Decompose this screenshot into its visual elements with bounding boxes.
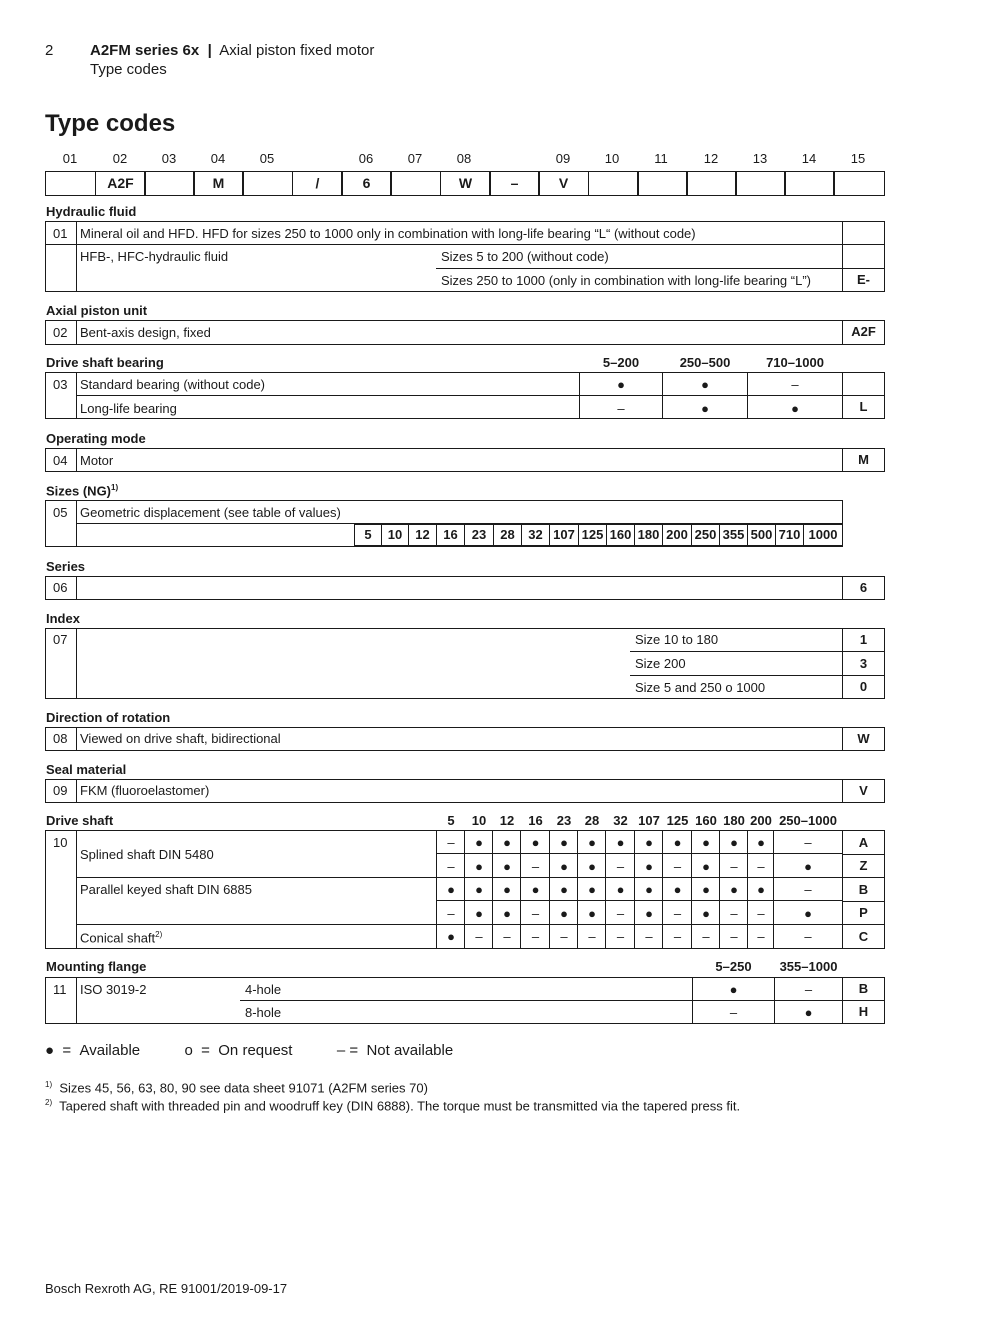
cell: – [791, 377, 799, 392]
code-position: 07 [407, 151, 423, 166]
legend-symbol: ● [45, 1042, 55, 1059]
cell: ● [804, 1005, 813, 1020]
section-seal-material: Seal material [46, 762, 127, 777]
size-value: 125 [578, 524, 607, 546]
section-number: 05 [53, 505, 68, 520]
section-number: 10 [53, 835, 68, 850]
code-box [588, 171, 639, 196]
code-E: E- [842, 268, 885, 292]
cell: – [729, 1005, 738, 1020]
cell: ● [560, 835, 568, 850]
cell: ● [475, 882, 483, 897]
size-value: 200 [662, 524, 692, 546]
cell: – [673, 859, 682, 874]
legend-text: Available [79, 1042, 141, 1059]
cell: ● [503, 835, 511, 850]
code-box [842, 221, 885, 245]
footnote-mark: 1) [45, 1080, 53, 1089]
section-sizes [46, 483, 118, 498]
bearing-col-3: 710–1000 [766, 355, 824, 370]
drive-shaft-col: 107 [638, 813, 660, 828]
drive-shaft-col: 180 [723, 813, 745, 828]
code-box [242, 171, 293, 196]
section-mounting-flange: Mounting flange [46, 959, 147, 974]
legend-eq: = [349, 1042, 359, 1059]
cell: ● [645, 859, 653, 874]
section-number: 07 [53, 632, 68, 647]
page-footer: Bosch Rexroth AG, RE 91001/2019-09-17 [45, 1281, 288, 1296]
code-A: A [842, 830, 885, 855]
cell: ● [702, 835, 710, 850]
footnote [45, 1080, 428, 1095]
code-position: 14 [801, 151, 817, 166]
section-number: 04 [53, 453, 68, 468]
cell: – [616, 859, 625, 874]
drive-shaft-col: 23 [556, 813, 572, 828]
cell: ● [804, 906, 812, 921]
bearing-row-label: Long-life bearing [80, 401, 177, 416]
index-row-text: Size 200 [635, 656, 686, 671]
code-1: 1 [842, 628, 885, 652]
sizes-text: Geometric displacement (see table of values) [80, 505, 341, 520]
cell: – [475, 929, 483, 944]
cell: ● [617, 377, 625, 392]
cell: ● [531, 882, 540, 897]
code-position: 09 [555, 151, 571, 166]
legend-symbol: – [336, 1042, 346, 1059]
code-position: 01 [62, 151, 78, 166]
cell: ● [701, 377, 709, 392]
code-box [390, 171, 441, 196]
code-box [842, 244, 885, 269]
code-box [784, 171, 835, 196]
code-box [144, 171, 195, 196]
bearing-col-1: 5–200 [602, 355, 640, 370]
cell: ● [645, 835, 653, 850]
code-position: 06 [358, 151, 374, 166]
code-position: 15 [850, 151, 866, 166]
operating-mode-row [45, 448, 843, 472]
drive-shaft-col: 10 [471, 813, 487, 828]
cell: – [673, 929, 682, 944]
drive-shaft-col: 125 [666, 813, 689, 828]
code-3: 3 [842, 651, 885, 676]
code-box [833, 171, 885, 196]
cell: ● [701, 401, 709, 416]
drive-shaft-col: 28 [584, 813, 600, 828]
code-C: C [842, 924, 885, 949]
cell: ● [645, 906, 653, 921]
size-value: 500 [747, 524, 776, 546]
cell: ● [673, 882, 682, 897]
code-B: B [842, 877, 885, 902]
legend-symbol: o [184, 1042, 193, 1059]
legend-eq: = [201, 1042, 210, 1059]
hydraulic-fluid-row2: HFB-, HFC-hydraulic fluid [80, 249, 229, 264]
cell: ● [702, 906, 710, 921]
cell: – [730, 906, 738, 921]
mounting-row-text: 8-hole [245, 1005, 282, 1020]
code-box: 6 [341, 171, 392, 196]
sizes-heading: Sizes (NG) [46, 483, 112, 499]
code-P: P [842, 901, 885, 925]
cell: ● [730, 835, 738, 850]
section-number: 01 [53, 226, 68, 241]
size-value: 355 [719, 524, 748, 546]
conical-label: Conical shaft [80, 930, 156, 946]
code-box: M [193, 171, 244, 196]
cell: ● [475, 859, 483, 874]
mounting-label: ISO 3019-2 [80, 982, 147, 997]
legend-text: Not available [366, 1042, 454, 1059]
cell: – [531, 929, 540, 944]
product-name: A2FM series 6x [90, 42, 200, 59]
section-index: Index [46, 611, 80, 626]
drive-shaft-col: 250–1000 [779, 813, 837, 828]
cell: ● [475, 835, 483, 850]
cell: ● [475, 906, 483, 921]
operating-mode-text: Motor [80, 453, 114, 468]
cell: – [702, 929, 710, 944]
cell: – [804, 929, 812, 944]
drive-shaft-col: 160 [695, 813, 717, 828]
code-position: 03 [161, 151, 177, 166]
code-M: M [842, 448, 885, 472]
cell: ● [729, 982, 738, 997]
code-position: 05 [259, 151, 275, 166]
cell: – [757, 906, 765, 921]
bearing-row-label: Standard bearing (without code) [80, 377, 266, 392]
conical-footnote-mark: 2) [155, 930, 163, 939]
cell: ● [702, 859, 710, 874]
code-position: 04 [210, 151, 226, 166]
code-box [842, 372, 885, 396]
code-position: 11 [654, 151, 668, 166]
code-W: W [842, 727, 885, 751]
drive-shaft-col: 12 [499, 813, 515, 828]
cell: – [531, 906, 540, 921]
code-V: V [842, 779, 885, 803]
section-number: 06 [53, 580, 68, 595]
cell: – [503, 929, 511, 944]
size-value: 710 [775, 524, 804, 546]
drive-shaft-label: Parallel keyed shaft DIN 6885 [80, 882, 252, 897]
cell: – [447, 859, 455, 874]
cell: ● [560, 859, 568, 874]
footnote-text: Tapered shaft with threaded pin and woodruff key (DIN 6888). The torque must be transmitted via the tapered press fit. [59, 1098, 741, 1114]
cell: – [617, 401, 625, 416]
drive-shaft-label: Splined shaft DIN 5480 [80, 847, 214, 862]
cell: – [588, 929, 596, 944]
cell: ● [616, 835, 625, 850]
footnote [45, 1098, 740, 1113]
code-H: H [842, 1000, 885, 1024]
cell: ● [503, 859, 511, 874]
cell: ● [503, 906, 511, 921]
cell: ● [560, 906, 568, 921]
section-series: Series [46, 559, 86, 574]
legend-eq: = [62, 1042, 72, 1059]
section-operating-mode: Operating mode [46, 431, 146, 446]
cell: – [757, 929, 765, 944]
size-value: 12 [408, 524, 437, 546]
size-value: 23 [464, 524, 494, 546]
header-product [90, 42, 374, 59]
code-box [637, 171, 688, 196]
drive-shaft-col: 5 [447, 813, 455, 828]
section-number: 02 [53, 325, 68, 340]
code-L: L [842, 395, 885, 419]
code-box: V [538, 171, 589, 196]
cell: – [616, 929, 625, 944]
page-number: 2 [45, 42, 54, 59]
cell: ● [503, 882, 511, 897]
cell: – [804, 982, 813, 997]
cell: ● [560, 882, 568, 897]
page-title: Type codes [45, 110, 176, 137]
mounting-row-text: 4-hole [245, 982, 282, 997]
drive-shaft-col: 200 [750, 813, 772, 828]
axial-unit-text: Bent-axis design, fixed [80, 325, 211, 340]
cell: ● [447, 882, 455, 897]
section-hydraulic-fluid: Hydraulic fluid [46, 204, 137, 219]
cell: ● [645, 882, 653, 897]
cell: ● [757, 835, 765, 850]
code-box [735, 171, 786, 196]
bearing-col-2: 250–500 [679, 355, 731, 370]
code-box: – [489, 171, 540, 196]
cell: – [616, 906, 625, 921]
section-number: 11 [53, 982, 67, 997]
cell: – [804, 835, 812, 850]
size-value: 28 [493, 524, 522, 546]
cell: ● [791, 401, 799, 416]
series-row [45, 576, 843, 600]
cell: – [730, 859, 738, 874]
hydraulic-fluid-sizes-a: Sizes 5 to 200 (without code) [441, 249, 609, 264]
drive-shaft-col: 32 [613, 813, 628, 828]
cell: ● [804, 859, 812, 874]
code-position: 12 [703, 151, 719, 166]
cell: ● [730, 882, 738, 897]
section-axial-piston-unit: Axial piston unit [46, 303, 148, 318]
code-box [686, 171, 737, 196]
code-box [45, 171, 96, 196]
size-value: 180 [634, 524, 663, 546]
cell: – [804, 882, 812, 897]
cell: – [447, 835, 455, 850]
size-value: 32 [521, 524, 550, 546]
code-position: 02 [112, 151, 128, 166]
index-row-text: Size 5 and 250 o 1000 [635, 680, 766, 695]
code-box: A2F [95, 171, 146, 196]
cell: ● [702, 882, 710, 897]
index-row-text: Size 10 to 180 [635, 632, 719, 647]
cell: ● [673, 835, 682, 850]
section-number: 09 [53, 783, 68, 798]
cell: ● [616, 882, 625, 897]
cell: ● [588, 882, 596, 897]
code-Z: Z [842, 854, 885, 878]
cell: – [560, 929, 568, 944]
section-drive-shaft: Drive shaft [46, 813, 114, 828]
code-position: 13 [752, 151, 768, 166]
hydraulic-fluid-sizes-b: Sizes 250 to 1000 (only in combination with long-life bearing “L”) [441, 273, 811, 288]
size-value: 5 [354, 524, 382, 546]
cell: ● [447, 929, 455, 944]
mounting-col-2: 355–1000 [779, 959, 838, 974]
cell: – [447, 906, 455, 921]
code-box: / [292, 171, 343, 196]
section-number: 03 [53, 377, 68, 392]
code-6: 6 [842, 576, 885, 600]
legend-text: On request [218, 1042, 293, 1059]
cell: ● [531, 835, 540, 850]
cell: – [645, 929, 653, 944]
mounting-col-1: 5–250 [715, 959, 752, 974]
cell: – [531, 859, 540, 874]
code-A2F: A2F [842, 320, 885, 345]
footnote-mark: 2) [45, 1098, 53, 1107]
size-value: 107 [549, 524, 579, 546]
drive-shaft-col: 16 [528, 813, 543, 828]
size-value: 1000 [803, 524, 843, 546]
legend [45, 1042, 453, 1059]
size-value: 250 [691, 524, 720, 546]
drive-shaft-label [80, 930, 162, 945]
sizes-footnote-mark: 1) [111, 483, 119, 492]
section-direction-of-rotation: Direction of rotation [46, 710, 171, 725]
hydraulic-fluid-row1: Mineral oil and HFD. HFD for sizes 250 to 1000 only in combination with long-life bearing “L“ (without code) [80, 226, 696, 241]
header-separator: | [207, 42, 212, 59]
code-box: W [440, 171, 491, 196]
seal-text: FKM (fluoroelastomer) [80, 783, 210, 798]
size-value: 10 [381, 524, 409, 546]
code-0: 0 [842, 675, 885, 699]
cell: – [757, 859, 765, 874]
cell: ● [588, 906, 596, 921]
size-value: 16 [436, 524, 465, 546]
code-position: 08 [456, 151, 472, 166]
code-position: 10 [604, 151, 620, 166]
cell: ● [757, 882, 765, 897]
product-desc: Axial piston fixed motor [219, 42, 375, 59]
section-drive-shaft-bearing: Drive shaft bearing [46, 355, 164, 370]
code-B: B [842, 977, 885, 1001]
size-value: 160 [606, 524, 635, 546]
cell: – [730, 929, 738, 944]
cell: – [673, 906, 682, 921]
header-subtitle: Type codes [90, 61, 167, 78]
cell: ● [588, 859, 596, 874]
rotation-text: Viewed on drive shaft, bidirectional [80, 731, 281, 746]
section-number: 08 [53, 731, 68, 746]
cell: ● [588, 835, 596, 850]
footnote-text: Sizes 45, 56, 63, 80, 90 see data sheet 91071 (A2FM series 70) [59, 1080, 428, 1096]
